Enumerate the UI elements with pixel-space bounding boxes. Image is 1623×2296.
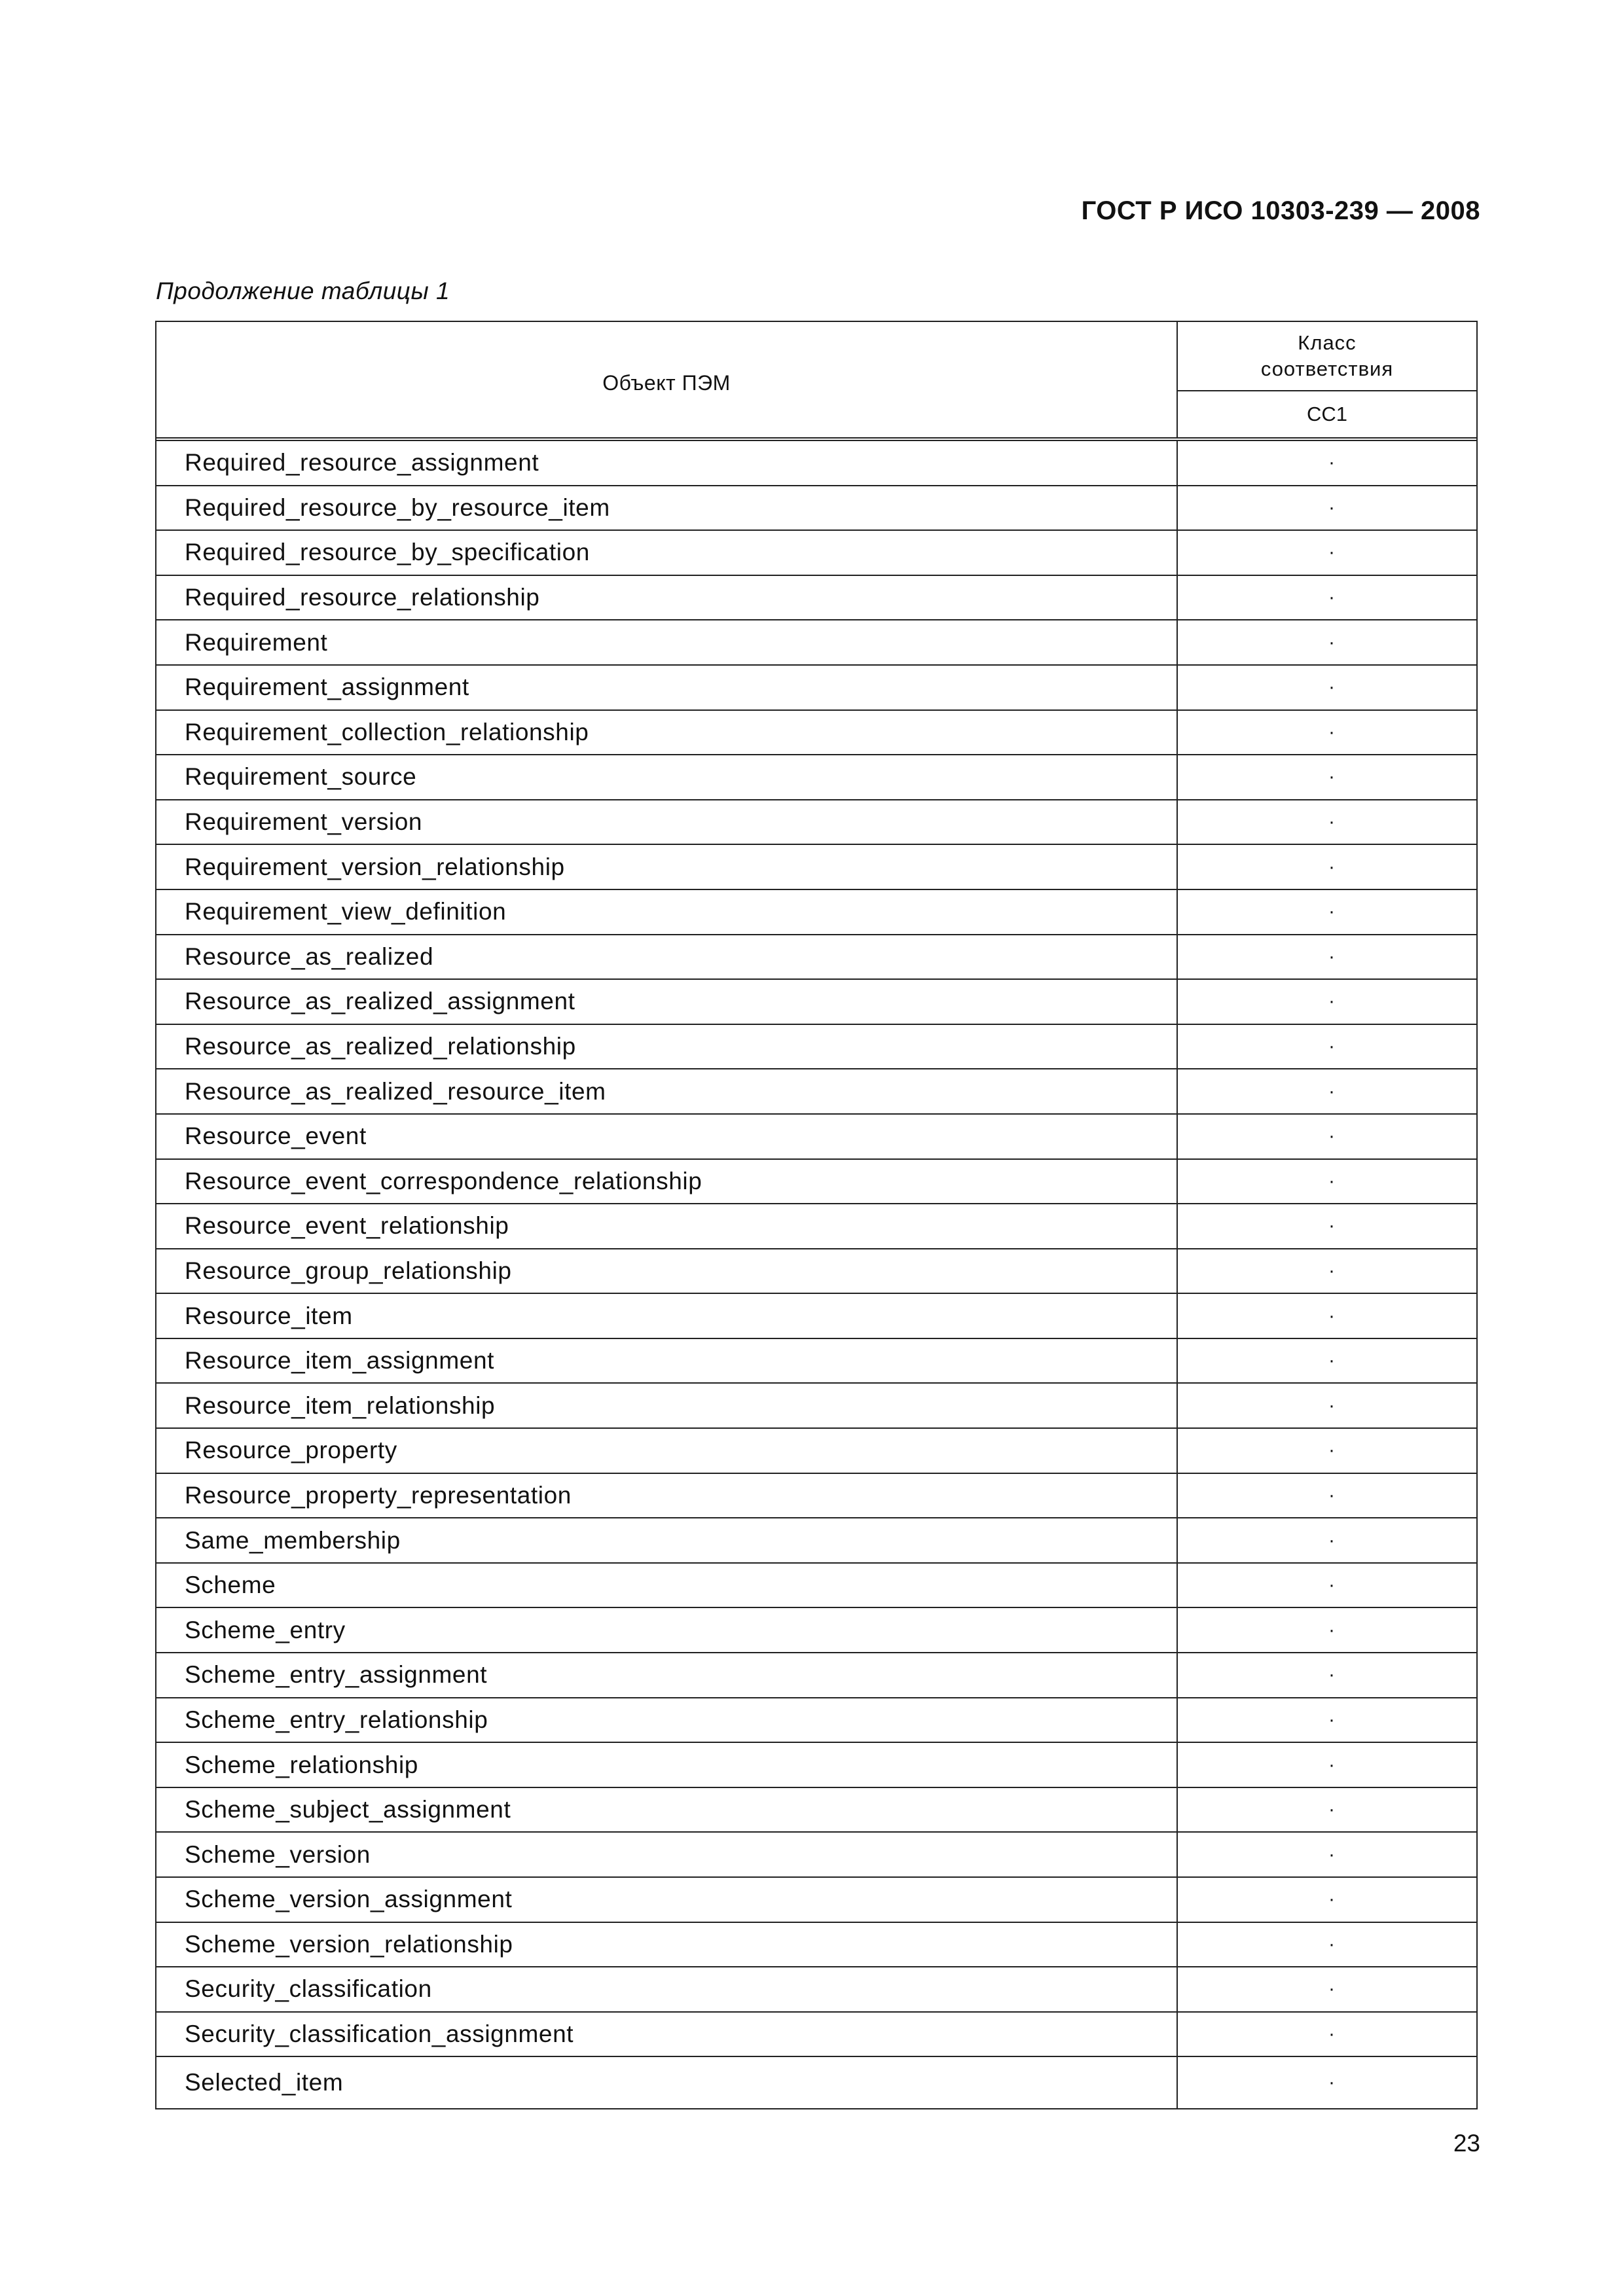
object-name-cell: Resource_as_realized_relationship bbox=[156, 1025, 1178, 1069]
object-name-cell: Required_resource_relationship bbox=[156, 576, 1178, 620]
object-name-cell: Resource_property_representation bbox=[156, 1474, 1178, 1518]
object-name-cell: Requirement_assignment bbox=[156, 666, 1178, 709]
conformance-mark-cell: · bbox=[1328, 990, 1335, 1013]
table-body bbox=[156, 441, 1476, 2108]
conformance-mark-cell: · bbox=[1328, 1439, 1335, 1462]
object-name-cell: Resource_property bbox=[156, 1429, 1178, 1473]
object-name-cell: Resource_item_assignment bbox=[156, 1339, 1178, 1383]
conformance-mark-cell: · bbox=[1328, 2072, 1335, 2094]
object-name-cell: Scheme_version_relationship bbox=[156, 1923, 1178, 1967]
object-name-cell: Security_classification bbox=[156, 1967, 1178, 2011]
table-row bbox=[156, 1608, 1476, 1653]
conformance-table bbox=[155, 321, 1478, 2109]
object-name-cell: Scheme_relationship bbox=[156, 1743, 1178, 1787]
table-row bbox=[156, 890, 1476, 935]
column-header-class-line1: Класс bbox=[1298, 331, 1357, 354]
conformance-mark-cell: · bbox=[1328, 1799, 1335, 1821]
conformance-mark-cell: · bbox=[1328, 1035, 1335, 1058]
column-header-class bbox=[1178, 322, 1476, 391]
conformance-mark-cell: · bbox=[1328, 1933, 1335, 1955]
table-row bbox=[156, 1115, 1476, 1160]
conformance-mark-cell: · bbox=[1328, 1978, 1335, 2000]
object-name-cell: Requirement_version_relationship bbox=[156, 845, 1178, 889]
object-name-cell: Scheme_subject_assignment bbox=[156, 1788, 1178, 1832]
table-row bbox=[156, 1653, 1476, 1698]
conformance-mark-cell: · bbox=[1328, 1888, 1335, 1910]
object-name-cell: Requirement_view_definition bbox=[156, 890, 1178, 934]
conformance-mark-cell: · bbox=[1328, 1259, 1335, 1282]
object-name-cell: Security_classification_assignment bbox=[156, 2013, 1178, 2056]
conformance-mark-cell: · bbox=[1328, 1753, 1335, 1776]
conformance-mark-cell: · bbox=[1328, 1843, 1335, 1865]
conformance-mark-cell: · bbox=[1328, 1350, 1335, 1372]
table-row bbox=[156, 1249, 1476, 1295]
object-name-cell: Scheme_entry_assignment bbox=[156, 1653, 1178, 1697]
conformance-mark-cell: · bbox=[1328, 452, 1335, 474]
conformance-mark-cell: · bbox=[1328, 945, 1335, 967]
object-name-cell: Scheme_version_assignment bbox=[156, 1878, 1178, 1922]
object-name-cell: Scheme_entry bbox=[156, 1608, 1178, 1652]
object-name-cell: Scheme_version bbox=[156, 1833, 1178, 1876]
object-name-cell: Selected_item bbox=[156, 2057, 1178, 2108]
table-row bbox=[156, 711, 1476, 756]
table-row bbox=[156, 1294, 1476, 1339]
conformance-mark-cell: · bbox=[1328, 1484, 1335, 1506]
conformance-mark-cell: · bbox=[1328, 1125, 1335, 1147]
table-row bbox=[156, 1384, 1476, 1429]
document-header: ГОСТ Р ИСО 10303-239 — 2008 bbox=[1081, 196, 1480, 225]
conformance-mark-cell: · bbox=[1328, 1619, 1335, 1641]
table-row bbox=[156, 845, 1476, 890]
object-name-cell: Requirement_version bbox=[156, 800, 1178, 844]
table-row bbox=[156, 1833, 1476, 1878]
table-row bbox=[156, 1923, 1476, 1968]
conformance-mark-cell: · bbox=[1328, 676, 1335, 698]
table-row bbox=[156, 1204, 1476, 1249]
table-row bbox=[156, 531, 1476, 576]
conformance-mark-cell: · bbox=[1328, 766, 1335, 788]
conformance-mark-cell: · bbox=[1328, 721, 1335, 743]
table-row bbox=[156, 441, 1476, 486]
conformance-mark-cell: · bbox=[1328, 1664, 1335, 1686]
table-row bbox=[156, 576, 1476, 621]
object-name-cell: Resource_event bbox=[156, 1115, 1178, 1158]
conformance-mark-cell: · bbox=[1328, 631, 1335, 653]
conformance-mark-cell: · bbox=[1328, 1170, 1335, 1192]
table-row bbox=[156, 800, 1476, 846]
object-name-cell: Resource_as_realized_assignment bbox=[156, 980, 1178, 1024]
conformance-mark-cell: · bbox=[1328, 1529, 1335, 1551]
object-name-cell: Required_resource_by_specification bbox=[156, 531, 1178, 575]
object-name-cell: Requirement bbox=[156, 620, 1178, 664]
object-name-cell: Required_resource_by_resource_item bbox=[156, 486, 1178, 530]
conformance-mark-cell: · bbox=[1328, 541, 1335, 564]
object-name-cell: Resource_as_realized bbox=[156, 935, 1178, 979]
column-header-class-group bbox=[1178, 322, 1476, 437]
object-name-cell: Resource_as_realized_resource_item bbox=[156, 1069, 1178, 1113]
object-name-cell: Required_resource_assignment bbox=[156, 441, 1178, 485]
table-header bbox=[156, 322, 1476, 441]
table-caption: Продолжение таблицы 1 bbox=[156, 278, 450, 304]
conformance-mark-cell: · bbox=[1328, 2023, 1335, 2045]
object-name-cell: Requirement_collection_relationship bbox=[156, 711, 1178, 755]
conformance-mark-cell: · bbox=[1328, 1304, 1335, 1327]
conformance-mark-cell: · bbox=[1328, 1394, 1335, 1416]
column-header-object: Объект ПЭМ bbox=[156, 322, 1178, 437]
table-row bbox=[156, 1518, 1476, 1564]
table-row bbox=[156, 755, 1476, 800]
table-row bbox=[156, 1160, 1476, 1205]
conformance-mark-cell: · bbox=[1328, 1574, 1335, 1596]
table-row bbox=[156, 1564, 1476, 1609]
column-header-cc1: CC1 bbox=[1306, 403, 1347, 425]
table-row bbox=[156, 1025, 1476, 1070]
table-row bbox=[156, 2057, 1476, 2108]
object-name-cell: Resource_item bbox=[156, 1294, 1178, 1338]
page-number: 23 bbox=[1453, 2130, 1480, 2157]
object-name-cell: Resource_event_relationship bbox=[156, 1204, 1178, 1248]
conformance-mark-cell: · bbox=[1328, 1708, 1335, 1731]
conformance-mark-cell: · bbox=[1328, 811, 1335, 833]
table-row bbox=[156, 1069, 1476, 1115]
conformance-mark-cell: · bbox=[1328, 901, 1335, 923]
table-row bbox=[156, 1339, 1476, 1384]
object-name-cell: Same_membership bbox=[156, 1518, 1178, 1562]
table-row bbox=[156, 935, 1476, 980]
table-row bbox=[156, 666, 1476, 711]
table-row bbox=[156, 2013, 1476, 2058]
conformance-mark-cell: · bbox=[1328, 586, 1335, 609]
table-row bbox=[156, 1698, 1476, 1744]
conformance-mark-cell: · bbox=[1328, 496, 1335, 518]
table-row bbox=[156, 1429, 1476, 1474]
table-row bbox=[156, 1967, 1476, 2013]
table-row bbox=[156, 1474, 1476, 1519]
table-row bbox=[156, 486, 1476, 531]
conformance-mark-cell: · bbox=[1328, 1215, 1335, 1237]
table-row bbox=[156, 1743, 1476, 1788]
object-name-cell: Scheme_entry_relationship bbox=[156, 1698, 1178, 1742]
object-name-cell: Requirement_source bbox=[156, 755, 1178, 799]
table-row bbox=[156, 1878, 1476, 1923]
conformance-mark-cell: · bbox=[1328, 1080, 1335, 1102]
object-name-cell: Resource_event_correspondence_relationship bbox=[156, 1160, 1178, 1204]
table-row bbox=[156, 980, 1476, 1025]
table-row bbox=[156, 620, 1476, 666]
object-name-cell: Scheme bbox=[156, 1564, 1178, 1607]
conformance-mark-cell: · bbox=[1328, 855, 1335, 878]
column-header-class-line2: соответствия bbox=[1260, 357, 1394, 380]
table-row bbox=[156, 1788, 1476, 1833]
object-name-cell: Resource_item_relationship bbox=[156, 1384, 1178, 1427]
object-name-cell: Resource_group_relationship bbox=[156, 1249, 1178, 1293]
